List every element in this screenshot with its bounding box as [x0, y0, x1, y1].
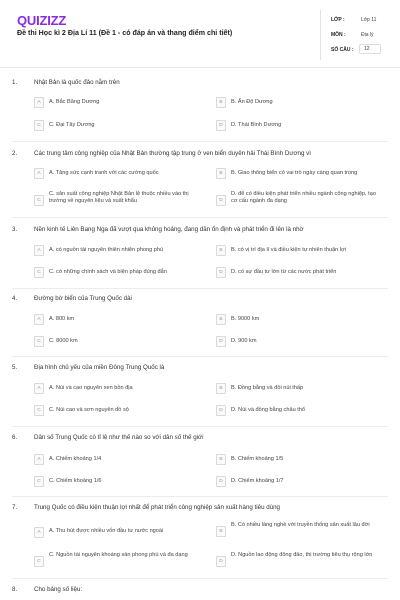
- option-d[interactable]: [216, 476, 376, 490]
- question-divider: [12, 496, 388, 497]
- option-letter-box: D: [216, 476, 226, 487]
- option-letter-box: C: [34, 120, 44, 131]
- option-a[interactable]: [34, 314, 194, 328]
- option-text: C. Chiếm khoảng 1/6: [49, 478, 102, 484]
- option-d[interactable]: [216, 191, 376, 211]
- option-a[interactable]: [34, 168, 194, 182]
- option-text: A. Núi và cao nguyên xen bồn địa: [49, 385, 133, 391]
- option-letter-box: A: [34, 97, 44, 108]
- class-field: [331, 15, 391, 29]
- option-text: A. có nguồn tài nguyên thiên nhiên phong phú: [49, 247, 164, 253]
- option-text: D. 900 km: [231, 338, 257, 344]
- question-divider: [12, 426, 388, 427]
- option-c[interactable]: [34, 336, 194, 350]
- option-c[interactable]: [34, 552, 194, 572]
- question-text: Địa hình chủ yếu của miền Đông Trung Quốc là: [34, 364, 165, 371]
- option-c[interactable]: [34, 191, 194, 211]
- option-text: B. Giao thông biển có vai trò ngày càng quan trọng: [231, 170, 358, 176]
- option-text: A. Tăng sức cạnh tranh với các cường quốc: [49, 170, 159, 176]
- option-d[interactable]: [216, 267, 376, 281]
- option-text: B. Ấn Độ Dương: [231, 99, 273, 105]
- question-number: 8.: [12, 586, 18, 593]
- option-letter-box: B: [216, 383, 226, 394]
- option-b[interactable]: [216, 97, 376, 111]
- option-letter-box: D: [216, 120, 226, 131]
- question-number: 4.: [12, 295, 18, 302]
- option-d[interactable]: [216, 120, 376, 134]
- option-letter-box: C: [34, 405, 44, 416]
- option-d[interactable]: [216, 552, 376, 572]
- option-text: D. Thái Bình Dương: [231, 122, 282, 128]
- option-c[interactable]: [34, 267, 194, 281]
- worksheet-header: [0, 0, 400, 68]
- question-text: Cho bảng số liệu:: [34, 586, 83, 593]
- question-text: Các trung tâm công nghiệp của Nhật Bản thường tập trung ở ven biển duyên hải Thái Bình Dương vì: [34, 150, 311, 157]
- option-text: C. sản xuất công nghiệp Nhật Bản lệ thuộc nhiều vào thị trường về nguyên liệu và xuất khẩu: [49, 191, 189, 204]
- option-text: D. Nguồn lao động đông đảo, thị trường tiêu thụ rộng lớn: [231, 552, 373, 558]
- option-letter-box: A: [34, 245, 44, 256]
- question-count-box: [359, 44, 381, 54]
- option-b[interactable]: [216, 522, 376, 542]
- subject-field: [331, 30, 391, 44]
- header-separator: [320, 10, 321, 60]
- option-a[interactable]: [34, 454, 194, 468]
- question-number: 2.: [12, 150, 18, 157]
- option-letter-box: D: [216, 267, 226, 278]
- option-text: D. Núi và đồng bằng châu thổ: [231, 407, 306, 413]
- option-letter-box: B: [216, 168, 226, 179]
- option-a[interactable]: [34, 524, 194, 544]
- question-text: Đường bờ biển của Trung Quốc dài: [34, 295, 132, 302]
- option-text: B. có vị trí địa lí và điều kiện tự nhiên thuận lợi: [231, 247, 346, 253]
- question-number: 7.: [12, 504, 18, 511]
- option-d[interactable]: [216, 405, 376, 419]
- option-b[interactable]: [216, 454, 376, 468]
- question-divider: [12, 141, 388, 142]
- question-text: Nền kinh tế Liên Bang Nga đã vượt qua khủng hoảng, đang dần ổn định và phát triển đi lên là nhờ: [34, 226, 304, 233]
- class-label: LỚP :: [331, 17, 345, 23]
- option-text: C. Nguồn tài nguyên khoáng sản phong phú và đa dạng: [49, 552, 188, 558]
- option-letter-box: A: [34, 314, 44, 325]
- option-text: D. để có điều kiện phát triển nhiều ngành công nghiệp, tạo cơ cấu ngành đa dạng: [231, 191, 376, 204]
- option-a[interactable]: [34, 97, 194, 111]
- option-letter-box: C: [34, 336, 44, 347]
- option-c[interactable]: [34, 405, 194, 419]
- question-text: Dân số Trung Quốc có tỉ lệ như thế nào so với dân số thế giới: [34, 434, 204, 441]
- question-number: 6.: [12, 434, 18, 441]
- option-b[interactable]: [216, 168, 376, 182]
- option-text: C. Núi cao và sơn nguyên đồ sộ: [49, 407, 129, 413]
- question-count-value: 12: [364, 46, 370, 52]
- question-divider: [12, 356, 388, 357]
- option-text: A. Thu hút được nhiều vốn đầu tư nước ngoài: [49, 528, 164, 534]
- option-letter-box: B: [216, 314, 226, 325]
- header-divider: [0, 67, 400, 68]
- option-text: C. 8000 km: [49, 338, 78, 344]
- option-text: D. có sự đầu tư lớn từ các nước phát triển: [231, 269, 337, 275]
- option-text: B. Chiếm khoảng 1/5: [231, 456, 284, 462]
- option-letter-box: C: [34, 556, 44, 567]
- option-text: C. Đại Tây Dương: [49, 122, 95, 128]
- question-divider: [12, 288, 388, 289]
- question-text: Nhật Bản là quốc đảo nằm trên: [34, 79, 120, 86]
- question-divider: [12, 578, 388, 579]
- question-number: 3.: [12, 226, 18, 233]
- option-d[interactable]: [216, 336, 376, 350]
- option-letter-box: C: [34, 476, 44, 487]
- option-text: A. 800 km: [49, 316, 75, 322]
- option-c[interactable]: [34, 120, 194, 134]
- option-c[interactable]: [34, 476, 194, 490]
- option-text: B. Đồng bằng và đồi núi thấp: [231, 385, 304, 391]
- subject-value: Địa lý: [361, 32, 374, 38]
- question-divider: [12, 217, 388, 218]
- option-b[interactable]: [216, 314, 376, 328]
- option-text: C. có những chính sách và biện pháp đúng đắn: [49, 269, 167, 275]
- question-number: 1.: [12, 79, 18, 86]
- option-b[interactable]: [216, 383, 376, 397]
- option-letter-box: A: [34, 527, 44, 538]
- option-letter-box: D: [216, 556, 226, 567]
- option-letter-box: D: [216, 195, 226, 206]
- option-text: A. Bắc Băng Dương: [49, 99, 100, 105]
- question-text: Trung Quốc có điều kiện thuận lợi nhất để phát triển công nghiệp sản xuất hàng tiêu dùng: [34, 504, 281, 511]
- question-number: 5.: [12, 364, 18, 371]
- question-count-field: [331, 45, 391, 59]
- question-count-label: SỐ CÂU :: [331, 47, 354, 53]
- option-letter-box: C: [34, 195, 44, 206]
- option-b[interactable]: [216, 245, 376, 259]
- page-title: Đề thi Học kì 2 Địa Lí 11 (Đề 1 - có đáp án và thang điểm chi tiết): [17, 29, 233, 37]
- quizizz-logo: QUIZIZZ: [17, 13, 67, 28]
- option-a[interactable]: [34, 383, 194, 397]
- option-letter-box: D: [216, 336, 226, 347]
- option-text: D. Chiếm khoảng 1/7: [231, 478, 284, 484]
- option-letter-box: C: [34, 267, 44, 278]
- subject-label: MÔN :: [331, 32, 346, 38]
- option-letter-box: A: [34, 168, 44, 179]
- option-text: B. 9000 km: [231, 316, 260, 322]
- option-letter-box: D: [216, 405, 226, 416]
- option-letter-box: A: [34, 454, 44, 465]
- option-letter-box: B: [216, 245, 226, 256]
- option-letter-box: A: [34, 383, 44, 394]
- option-letter-box: B: [216, 454, 226, 465]
- option-text: B. Có nhiều làng nghề với truyền thống sản xuất lâu đời: [231, 522, 370, 528]
- option-letter-box: B: [216, 97, 226, 108]
- option-letter-box: B: [216, 526, 226, 537]
- option-a[interactable]: [34, 245, 194, 259]
- option-text: A. Chiếm khoảng 1/4: [49, 456, 102, 462]
- class-value: Lớp 11: [361, 17, 377, 23]
